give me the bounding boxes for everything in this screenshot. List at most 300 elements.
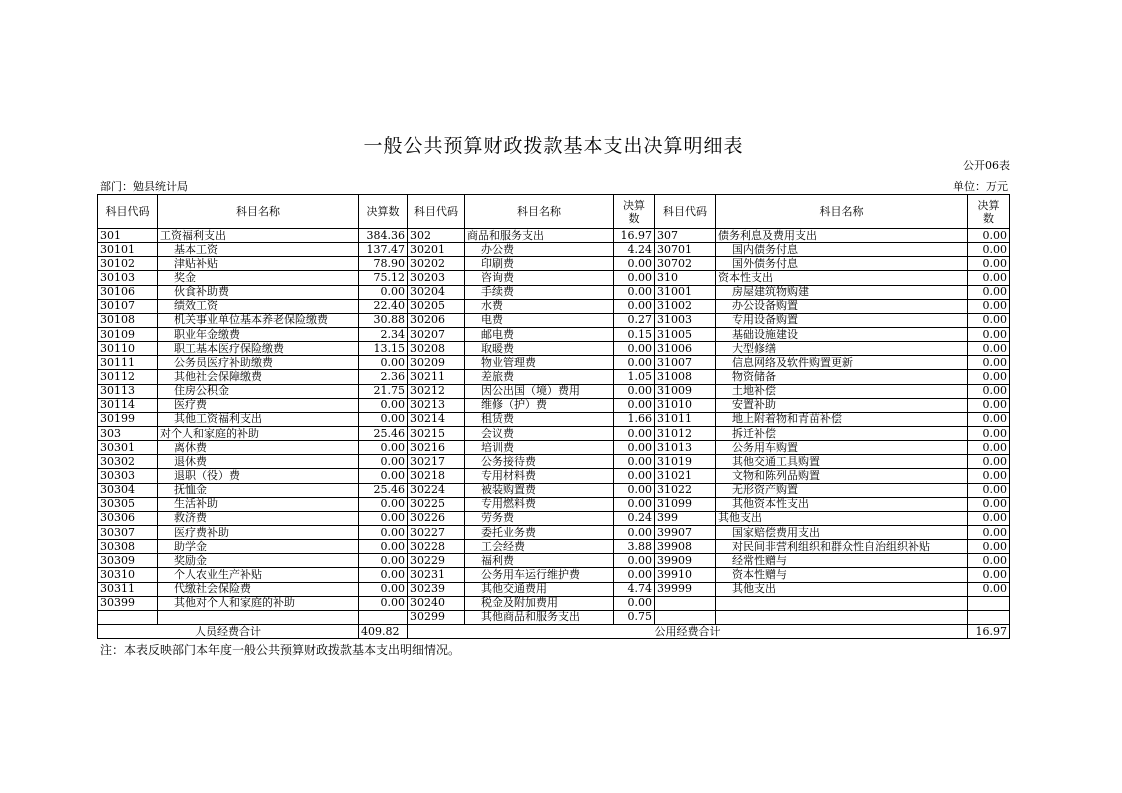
cell-amount-1: 0.00: [359, 554, 408, 568]
table-row: [98, 342, 1010, 356]
table-row: [98, 384, 1010, 398]
cell-amount-3: 0.00: [968, 342, 1010, 356]
cell-code-2: 30202: [408, 257, 465, 271]
cell-amount-3: 0.00: [968, 313, 1010, 327]
cell-code-1: 30110: [98, 342, 158, 356]
cell-code-1: 30302: [98, 455, 158, 469]
cell-code-1: 30107: [98, 299, 158, 313]
cell-amount-3: 0.00: [968, 568, 1010, 582]
cell-code-3: 31011: [655, 412, 716, 426]
table-row: [98, 299, 1010, 313]
table-header-row: [98, 195, 1010, 229]
cell-code-1: 30101: [98, 243, 158, 257]
cell-name-1: 基本工资: [158, 243, 359, 257]
cell-amount-1: 2.34: [359, 327, 408, 341]
cell-name-1: 职工基本医疗保险缴费: [158, 342, 359, 356]
cell-amount-3: 0.00: [968, 525, 1010, 539]
cell-code-2: 30201: [408, 243, 465, 257]
cell-code-1: 30109: [98, 327, 158, 341]
cell-name-1: 机关事业单位基本养老保险缴费: [158, 313, 359, 327]
cell-name-2: 差旅费: [465, 370, 614, 384]
cell-name-2: 水费: [465, 299, 614, 313]
cell-code-1: 30309: [98, 554, 158, 568]
cell-code-3: 310: [655, 271, 716, 285]
cell-amount-2: 0.15: [614, 327, 655, 341]
cell-code-2: 30204: [408, 285, 465, 299]
cell-code-3: 31007: [655, 356, 716, 370]
table-row: [98, 469, 1010, 483]
table-row: [98, 554, 1010, 568]
cell-code-2: 30227: [408, 525, 465, 539]
cell-amount-3: 0.00: [968, 469, 1010, 483]
cell-name-1: 医疗费: [158, 398, 359, 412]
cell-amount-2: 0.00: [614, 497, 655, 511]
cell-name-1: 代缴社会保险费: [158, 582, 359, 596]
table-row: [98, 327, 1010, 341]
cell-amount-1: 0.00: [359, 412, 408, 426]
cell-amount-2: 0.00: [614, 299, 655, 313]
cell-amount-3: 0.00: [968, 582, 1010, 596]
cell-amount-1: 0.00: [359, 441, 408, 455]
cell-name-1: 助学金: [158, 540, 359, 554]
cell-amount-3: 0.00: [968, 554, 1010, 568]
cell-amount-1: 30.88: [359, 313, 408, 327]
cell-name-3: 文物和陈列品购置: [716, 469, 968, 483]
cell-name-3: 国内债务付息: [716, 243, 968, 257]
cell-amount-3: 0.00: [968, 271, 1010, 285]
cell-name-3: 安置补助: [716, 398, 968, 412]
table-row: [98, 610, 1010, 624]
cell-name-3: 公务用车购置: [716, 441, 968, 455]
cell-name-2: 邮电费: [465, 327, 614, 341]
cell-name-2: 专用材料费: [465, 469, 614, 483]
cell-code-3: 31099: [655, 497, 716, 511]
public-total-value: 16.97: [968, 624, 1010, 638]
cell-name-1: 医疗费补助: [158, 525, 359, 539]
table-row: [98, 356, 1010, 370]
cell-name-1: 离休费: [158, 441, 359, 455]
cell-name-3: 土地补偿: [716, 384, 968, 398]
cell-code-3: [655, 610, 716, 624]
cell-name-1: 退职（役）费: [158, 469, 359, 483]
cell-amount-2: 0.00: [614, 568, 655, 582]
cell-code-3: 39909: [655, 554, 716, 568]
cell-name-3: 信息网络及软件购置更新: [716, 356, 968, 370]
cell-code-3: 30701: [655, 243, 716, 257]
cell-name-3: [716, 610, 968, 624]
footnote: 注：本表反映部门本年度一般公共预算财政拨款基本支出明细情况。: [100, 643, 461, 657]
cell-code-1: [98, 610, 158, 624]
cell-name-3: 对民间非营利组织和群众性自治组织补贴: [716, 540, 968, 554]
cell-code-2: 30212: [408, 384, 465, 398]
cell-name-1: 奖励金: [158, 554, 359, 568]
cell-name-3: 专用设备购置: [716, 313, 968, 327]
header-name-3: 科目名称: [716, 195, 968, 229]
cell-name-3: 拆迁补偿: [716, 426, 968, 440]
cell-code-2: 30208: [408, 342, 465, 356]
cell-amount-1: 0.00: [359, 511, 408, 525]
cell-amount-2: 0.00: [614, 469, 655, 483]
cell-code-2: 30218: [408, 469, 465, 483]
cell-name-3: 资本性支出: [716, 271, 968, 285]
cell-name-2: 印刷费: [465, 257, 614, 271]
table-row: [98, 398, 1010, 412]
cell-amount-2: 0.00: [614, 426, 655, 440]
cell-code-3: 31008: [655, 370, 716, 384]
cell-amount-2: 4.24: [614, 243, 655, 257]
table-row: [98, 455, 1010, 469]
cell-amount-1: 0.00: [359, 568, 408, 582]
cell-amount-1: 0.00: [359, 285, 408, 299]
cell-amount-2: 0.00: [614, 271, 655, 285]
cell-code-2: 30205: [408, 299, 465, 313]
cell-amount-1: 384.36: [359, 229, 408, 243]
cell-code-1: 30305: [98, 497, 158, 511]
cell-amount-2: 0.00: [614, 441, 655, 455]
cell-amount-3: 0.00: [968, 412, 1010, 426]
cell-code-3: [655, 596, 716, 610]
cell-amount-2: 0.00: [614, 554, 655, 568]
cell-name-2: 专用燃料费: [465, 497, 614, 511]
table-row: [98, 582, 1010, 596]
cell-name-2: 培训费: [465, 441, 614, 455]
public-total-label: 公用经费合计: [408, 624, 968, 638]
cell-amount-3: [968, 610, 1010, 624]
cell-code-2: 30213: [408, 398, 465, 412]
cell-code-2: 30215: [408, 426, 465, 440]
cell-code-3: 39908: [655, 540, 716, 554]
cell-amount-1: 13.15: [359, 342, 408, 356]
cell-name-2: 咨询费: [465, 271, 614, 285]
cell-name-3: 地上附着物和青苗补偿: [716, 412, 968, 426]
cell-code-1: 30112: [98, 370, 158, 384]
cell-name-1: [158, 610, 359, 624]
cell-code-3: 31012: [655, 426, 716, 440]
cell-name-1: 其他社会保障缴费: [158, 370, 359, 384]
cell-code-2: 30231: [408, 568, 465, 582]
header-name-2: 科目名称: [465, 195, 614, 229]
cell-name-1: 伙食补助费: [158, 285, 359, 299]
cell-code-3: 31010: [655, 398, 716, 412]
cell-amount-1: 0.00: [359, 455, 408, 469]
cell-code-1: 30114: [98, 398, 158, 412]
cell-code-2: 30228: [408, 540, 465, 554]
cell-code-1: 30307: [98, 525, 158, 539]
cell-code-2: 30217: [408, 455, 465, 469]
unit-label: 单位：万元: [953, 180, 1008, 193]
cell-code-1: 30308: [98, 540, 158, 554]
cell-code-1: 30303: [98, 469, 158, 483]
cell-name-3: 其他支出: [716, 511, 968, 525]
cell-code-3: 31009: [655, 384, 716, 398]
header-amount-1: 决算数: [359, 195, 408, 229]
cell-amount-3: 0.00: [968, 497, 1010, 511]
cell-amount-1: 78.90: [359, 257, 408, 271]
cell-code-3: 307: [655, 229, 716, 243]
cell-amount-1: 21.75: [359, 384, 408, 398]
cell-code-3: 31002: [655, 299, 716, 313]
cell-name-2: 税金及附加费用: [465, 596, 614, 610]
cell-amount-2: 0.00: [614, 356, 655, 370]
cell-amount-2: 1.05: [614, 370, 655, 384]
cell-code-3: 31001: [655, 285, 716, 299]
cell-name-1: 公务员医疗补助缴费: [158, 356, 359, 370]
cell-name-2: 劳务费: [465, 511, 614, 525]
cell-code-1: 30108: [98, 313, 158, 327]
cell-code-1: 30111: [98, 356, 158, 370]
cell-amount-1: 0.00: [359, 540, 408, 554]
cell-amount-1: [359, 610, 408, 624]
cell-amount-2: 0.00: [614, 384, 655, 398]
cell-name-1: 住房公积金: [158, 384, 359, 398]
cell-amount-3: 0.00: [968, 398, 1010, 412]
cell-amount-1: 22.40: [359, 299, 408, 313]
personnel-total-label: 人员经费合计: [98, 624, 359, 638]
cell-code-2: 30224: [408, 483, 465, 497]
cell-name-3: 其他交通工具购置: [716, 455, 968, 469]
cell-amount-3: 0.00: [968, 483, 1010, 497]
cell-amount-3: 0.00: [968, 243, 1010, 257]
cell-code-2: 30203: [408, 271, 465, 285]
table-row: [98, 412, 1010, 426]
table-row: [98, 229, 1010, 243]
table-row: [98, 511, 1010, 525]
table-row: [98, 568, 1010, 582]
cell-amount-2: 0.00: [614, 483, 655, 497]
cell-name-3: [716, 596, 968, 610]
header-name-1: 科目名称: [158, 195, 359, 229]
cell-name-2: 取暖费: [465, 342, 614, 356]
cell-name-1: 对个人和家庭的补助: [158, 426, 359, 440]
cell-amount-2: 0.00: [614, 596, 655, 610]
cell-code-3: 31019: [655, 455, 716, 469]
cell-name-3: 大型修缮: [716, 342, 968, 356]
cell-amount-2: 0.00: [614, 342, 655, 356]
cell-amount-1: 0.00: [359, 525, 408, 539]
cell-code-2: 30229: [408, 554, 465, 568]
cell-code-1: 30301: [98, 441, 158, 455]
table-row: [98, 370, 1010, 384]
cell-amount-2: 0.24: [614, 511, 655, 525]
cell-amount-1: 25.46: [359, 483, 408, 497]
cell-name-1: 工资福利支出: [158, 229, 359, 243]
cell-code-1: 303: [98, 426, 158, 440]
cell-amount-1: 0.00: [359, 497, 408, 511]
cell-name-3: 国家赔偿费用支出: [716, 525, 968, 539]
cell-name-1: 生活补助: [158, 497, 359, 511]
cell-code-2: 30299: [408, 610, 465, 624]
cell-amount-1: 25.46: [359, 426, 408, 440]
cell-name-2: 公务接待费: [465, 455, 614, 469]
table-row: [98, 540, 1010, 554]
cell-name-1: 其他工资福利支出: [158, 412, 359, 426]
cell-code-2: 30225: [408, 497, 465, 511]
cell-name-1: 职业年金缴费: [158, 327, 359, 341]
cell-name-3: 基础设施建设: [716, 327, 968, 341]
table-row: [98, 285, 1010, 299]
cell-code-1: 30199: [98, 412, 158, 426]
cell-code-1: 301: [98, 229, 158, 243]
cell-amount-1: 2.36: [359, 370, 408, 384]
cell-name-3: 经常性赠与: [716, 554, 968, 568]
table-row: [98, 497, 1010, 511]
cell-name-2: 其他交通费用: [465, 582, 614, 596]
cell-amount-1: 0.00: [359, 469, 408, 483]
cell-amount-3: 0.00: [968, 370, 1010, 384]
cell-amount-2: 16.97: [614, 229, 655, 243]
cell-amount-3: 0.00: [968, 229, 1010, 243]
cell-name-2: 因公出国（境）费用: [465, 384, 614, 398]
table-row: [98, 257, 1010, 271]
cell-name-1: 抚恤金: [158, 483, 359, 497]
cell-name-3: 其他支出: [716, 582, 968, 596]
totals-row: [98, 624, 1010, 638]
cell-amount-3: 0.00: [968, 257, 1010, 271]
cell-name-2: 福利费: [465, 554, 614, 568]
cell-code-1: 30113: [98, 384, 158, 398]
cell-name-3: 无形资产购置: [716, 483, 968, 497]
cell-amount-3: 0.00: [968, 327, 1010, 341]
cell-amount-1: 0.00: [359, 356, 408, 370]
cell-code-2: 30226: [408, 511, 465, 525]
form-code: 公开06表: [963, 159, 1010, 172]
cell-code-3: 31021: [655, 469, 716, 483]
cell-name-2: 商品和服务支出: [465, 229, 614, 243]
cell-code-2: 30214: [408, 412, 465, 426]
cell-name-3: 房屋建筑物购建: [716, 285, 968, 299]
cell-name-1: 绩效工资: [158, 299, 359, 313]
cell-code-1: 30399: [98, 596, 158, 610]
cell-amount-1: 0.00: [359, 596, 408, 610]
cell-name-1: 救济费: [158, 511, 359, 525]
table-row: [98, 426, 1010, 440]
cell-amount-3: 0.00: [968, 511, 1010, 525]
cell-name-3: 物资储备: [716, 370, 968, 384]
cell-code-1: 30103: [98, 271, 158, 285]
cell-name-3: 其他资本性支出: [716, 497, 968, 511]
cell-code-2: 302: [408, 229, 465, 243]
cell-code-1: 30311: [98, 582, 158, 596]
cell-name-2: 被装购置费: [465, 483, 614, 497]
cell-name-2: 会议费: [465, 426, 614, 440]
cell-code-2: 30211: [408, 370, 465, 384]
cell-name-3: 资本性赠与: [716, 568, 968, 582]
table-row: [98, 525, 1010, 539]
cell-code-3: 31003: [655, 313, 716, 327]
cell-name-3: 办公设备购置: [716, 299, 968, 313]
cell-name-2: 维修（护）费: [465, 398, 614, 412]
cell-code-3: 39999: [655, 582, 716, 596]
header-code-3: 科目代码: [655, 195, 716, 229]
cell-code-2: 30206: [408, 313, 465, 327]
cell-code-1: 30106: [98, 285, 158, 299]
header-amount-2: 决算数: [614, 195, 655, 229]
cell-code-1: 30102: [98, 257, 158, 271]
cell-amount-1: 75.12: [359, 271, 408, 285]
cell-amount-3: 0.00: [968, 426, 1010, 440]
cell-name-2: 委托业务费: [465, 525, 614, 539]
table-row: [98, 483, 1010, 497]
cell-code-2: 30207: [408, 327, 465, 341]
cell-name-1: 其他对个人和家庭的补助: [158, 596, 359, 610]
cell-name-2: 电费: [465, 313, 614, 327]
cell-name-2: 租赁费: [465, 412, 614, 426]
cell-name-2: 工会经费: [465, 540, 614, 554]
cell-amount-3: [968, 596, 1010, 610]
department-label: 部门：勉县统计局: [100, 180, 188, 193]
cell-code-3: 39907: [655, 525, 716, 539]
cell-name-2: 办公费: [465, 243, 614, 257]
cell-name-2: 公务用车运行维护费: [465, 568, 614, 582]
cell-name-1: 个人农业生产补贴: [158, 568, 359, 582]
cell-name-3: 国外债务付息: [716, 257, 968, 271]
cell-amount-2: 0.75: [614, 610, 655, 624]
cell-code-2: 30209: [408, 356, 465, 370]
cell-code-1: 30310: [98, 568, 158, 582]
cell-name-2: 物业管理费: [465, 356, 614, 370]
cell-amount-1: 0.00: [359, 582, 408, 596]
cell-amount-3: 0.00: [968, 455, 1010, 469]
table-row: [98, 313, 1010, 327]
cell-code-3: 31022: [655, 483, 716, 497]
cell-code-3: 31005: [655, 327, 716, 341]
table-row: [98, 596, 1010, 610]
cell-name-2: 其他商品和服务支出: [465, 610, 614, 624]
table-row: [98, 441, 1010, 455]
header-amount-3: 决算数: [968, 195, 1010, 229]
header-code-1: 科目代码: [98, 195, 158, 229]
cell-name-3: 债务利息及费用支出: [716, 229, 968, 243]
cell-code-1: 30306: [98, 511, 158, 525]
personnel-total-value: 409.82: [359, 624, 408, 638]
header-code-2: 科目代码: [408, 195, 465, 229]
cell-code-3: 30702: [655, 257, 716, 271]
cell-amount-3: 0.00: [968, 384, 1010, 398]
cell-code-2: 30240: [408, 596, 465, 610]
cell-amount-2: 3.88: [614, 540, 655, 554]
cell-amount-2: 0.00: [614, 525, 655, 539]
cell-amount-2: 4.74: [614, 582, 655, 596]
cell-amount-3: 0.00: [968, 441, 1010, 455]
cell-name-1: 退休费: [158, 455, 359, 469]
cell-amount-2: 0.00: [614, 285, 655, 299]
cell-code-2: 30239: [408, 582, 465, 596]
cell-amount-2: 0.00: [614, 257, 655, 271]
cell-code-1: 30304: [98, 483, 158, 497]
cell-amount-3: 0.00: [968, 356, 1010, 370]
cell-code-3: 399: [655, 511, 716, 525]
cell-amount-2: 0.27: [614, 313, 655, 327]
cell-amount-2: 0.00: [614, 455, 655, 469]
table-body: [98, 229, 1010, 625]
cell-name-1: 奖金: [158, 271, 359, 285]
cell-name-2: 手续费: [465, 285, 614, 299]
cell-code-3: 39910: [655, 568, 716, 582]
cell-amount-2: 0.00: [614, 398, 655, 412]
cell-amount-2: 1.66: [614, 412, 655, 426]
expenditure-table: [97, 194, 1010, 639]
cell-code-3: 31006: [655, 342, 716, 356]
cell-amount-1: 0.00: [359, 398, 408, 412]
cell-code-3: 31013: [655, 441, 716, 455]
cell-amount-3: 0.00: [968, 299, 1010, 313]
cell-amount-3: 0.00: [968, 540, 1010, 554]
cell-name-1: 津贴补贴: [158, 257, 359, 271]
page-title: 一般公共预算财政拨款基本支出决算明细表: [363, 135, 744, 157]
cell-amount-3: 0.00: [968, 285, 1010, 299]
table-row: [98, 271, 1010, 285]
table-row: [98, 243, 1010, 257]
